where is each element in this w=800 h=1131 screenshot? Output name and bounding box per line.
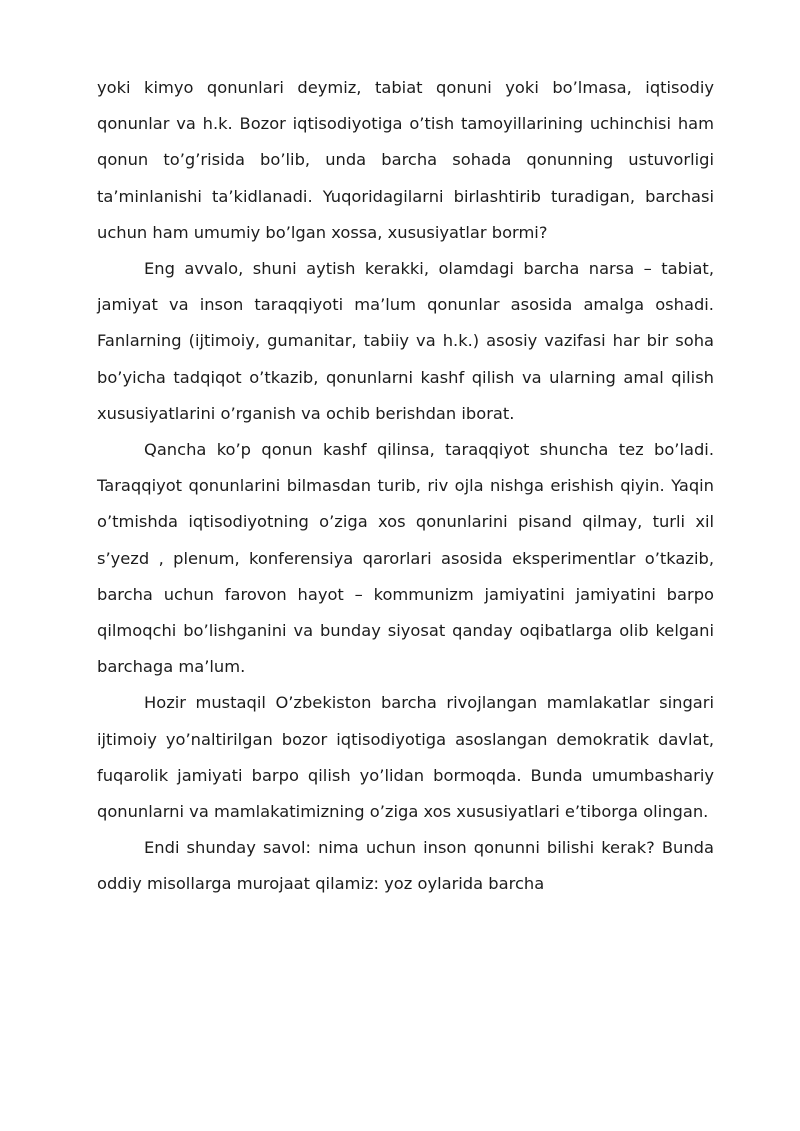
document-page (97, 70, 714, 903)
paragraph-question: Endi shunday savol: nima uchun inson qonunni bilishi kerak? Bunda oddiy misollarga murojaat qilamiz: yoz oylarida barcha (97, 838, 714, 894)
paragraph-progress: Qancha ko’p qonun kashf qilinsa, taraqqiyot shuncha tez bo’ladi. Taraqqiyot qonunlarini bilmasdan turib, riv ojla nishga erishish qiyin. Yaqin o’tmishda iqtisodiyotning o’ziga xos qonunlarini pisand qilmay, turli xil s’yezd , plenum, konferensiya qarorlari asosida eksperimentlar o’tkazib, barcha uchun farovon hayot – kommunizm jamiyatini jamiyatini barpo qilmoqchi bo’lishganini va bunday siyosat qanday oqibatlarga olib kelgani barchaga ma’lum. (97, 440, 714, 677)
paragraph-laws-of-development: Eng avvalo, shuni aytish kerakki, olamdagi barcha narsa – tabiat, jamiyat va inson taraqqiyoti ma’lum qonunlar asosida amalga oshadi. Fanlarning (ijtimoiy, gumanitar, tabiiy va h.k.) asosiy vazifasi har bir soha bo’yicha tadqiqot o’tkazib, qonunlarni kashf qilish va ularning amal qilish xususiyatlarini o’rganish va ochib berishdan iborat. (97, 259, 714, 423)
paragraph-uzbekistan: Hozir mustaqil O’zbekiston barcha rivojlangan mamlakatlar singari ijtimoiy yo’naltirilgan bozor iqtisodiyotiga asoslangan demokratik davlat, fuqarolik jamiyati barpo qilish yo’lidan bormoqda. Bunda umumbashariy qonunlarni va mamlakatimizning o’ziga xos xususiyatlari e’tiborga olingan. (97, 693, 714, 822)
paragraph-continuation: yoki kimyo qonunlari deymiz, tabiat qonuni yoki bo’lmasa, iqtisodiy qonunlar va h.k. Bozor iqtisodiyotiga o’tish tamoyillarining uchinchisi ham qonun to’g’risida bo’lib, unda barcha sohada qonunning ustuvorligi ta’minlanishi ta’kidlanadi. Yuqoridagilarni birlashtirib turadigan, barchasi uchun ham umumiy bo’lgan xossa, xususiyatlar bormi? (97, 78, 714, 242)
